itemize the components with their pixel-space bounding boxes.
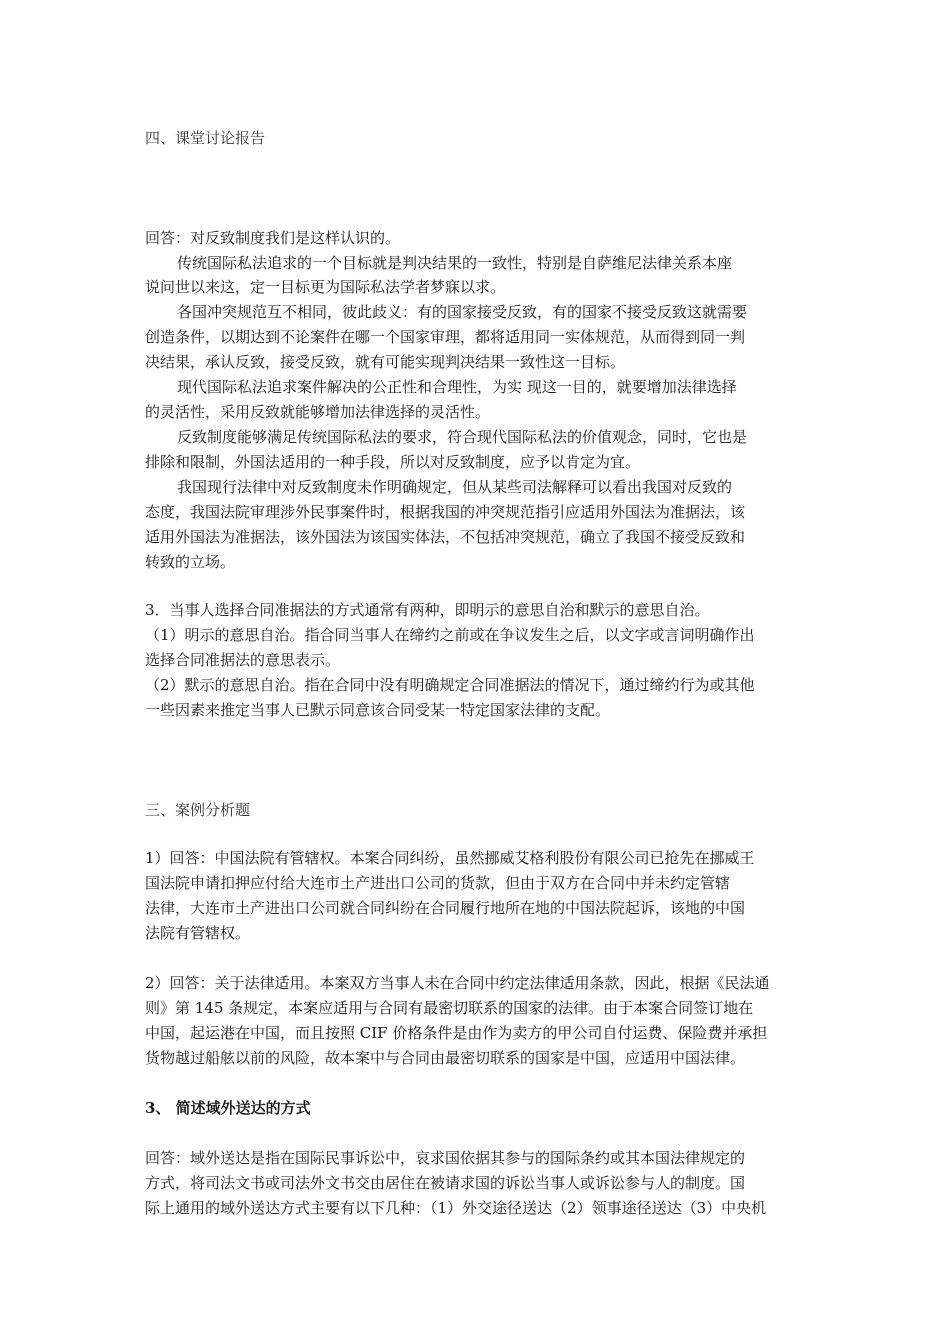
- paragraph-line: 转致的立场。: [145, 553, 236, 571]
- case-answer-line: 国法院申请扣押应付给大连市土产进出口公司的货款，但由于双方在合同中并未约定管辖: [145, 874, 731, 892]
- list-item: 选择合同准据法的意思表示。: [145, 651, 341, 669]
- list-item: （2）默示的意思自治。指在合同中没有明确规定合同准据法的情况下，通过缔约行为或其他: [145, 676, 755, 694]
- section-heading-service: 3、 简述域外送达的方式: [145, 1099, 311, 1117]
- question-3-statement: 3．当事人选择合同准据法的方式通常有两种，即明示的意思自治和默示的意思自治。: [145, 601, 710, 619]
- list-item: 一些因素来推定当事人已默示同意该合同受某一特定国家法律的支配。: [145, 701, 611, 719]
- paragraph-line: 现代国际私法追求案件解决的公正性和合理性，为实 现这一目的，就要增加法律选择: [177, 378, 737, 396]
- section-heading-discussion: 四、课堂讨论报告: [145, 129, 266, 147]
- paragraph-line: 创造条件，以期达到不论案件在哪一个国家审理，都将适用同一实体规范，从而得到同一判: [145, 328, 746, 346]
- paragraph-line: 排除和限制，外国法适用的一种手段，所以对反致制度，应予以肯定为宜。: [145, 453, 641, 471]
- paragraph-line: 我国现行法律中对反致制度未作明确规定，但从某些司法解释可以看出我国对反致的: [177, 478, 733, 496]
- case-answer-line: 法院有管辖权。: [145, 924, 251, 942]
- case-answer-line: 2）回答：关于法律适用。本案双方当事人未在合同中约定法律适用条款，因此，根据《民法通: [145, 974, 770, 992]
- case-answer-line: 1）回答：中国法院有管辖权。本案合同纠纷，虽然挪威艾格利股份有限公司已抢先在挪威王: [145, 849, 755, 867]
- paragraph-line: 传统国际私法追求的一个目标就是判决结果的一致性，特别是自萨维尼法律关系本座: [177, 254, 733, 272]
- paragraph-line: 态度，我国法院审理涉外民事案件时，根据我国的冲突规范指引应适用外国法为准据法，该: [145, 503, 746, 521]
- case-answer-line: 货物越过船舷以前的风险，故本案中与合同由最密切联系的国家是中国，应适用中国法律。: [145, 1049, 746, 1067]
- case-answer-line: 则》第 145 条规定，本案应适用与合同有最密切联系的国家的法律。由于本案合同签订地在: [145, 999, 754, 1017]
- list-item: （1）明示的意思自治。指合同当事人在缔约之前或在争议发生之后，以文字或言词明确作出: [145, 626, 755, 644]
- paragraph-line: 各国冲突规范互不相同，彼此歧义：有的国家接受反致，有的国家不接受反致这就需要: [177, 303, 748, 321]
- service-answer-line: 方式，将司法文书或司法外文书交由居住在被请求国的诉讼当事人或诉讼参与人的制度。国: [145, 1174, 746, 1192]
- case-answer-line: 中国，起运港在中国，而且按照 CIF 价格条件是由作为卖方的甲公司自付运费、保险费并承担: [145, 1024, 768, 1042]
- paragraph-line: 决结果，承认反致，接受反致，就有可能实现判决结果一致性这一目标。: [145, 353, 626, 371]
- section-heading-case: 三、案例分析题: [145, 801, 251, 819]
- discussion-intro: 回答：对反致制度我们是这样认识的。: [145, 229, 401, 247]
- service-answer-line: 回答：域外送达是指在国际民事诉讼中，哀求国依据其参与的国际条约或其本国法律规定的: [145, 1149, 746, 1167]
- paragraph-line: 反致制度能够满足传统国际私法的要求，符合现代国际私法的价值观念，同时，它也是: [177, 428, 748, 446]
- service-answer-line: 际上通用的域外送达方式主要有以下几种：（1）外交途径送达（2）领事途径送达（3）中央机: [145, 1199, 767, 1217]
- paragraph-line: 说问世以来这，定一目标更为国际私法学者梦寐以求。: [145, 278, 506, 296]
- case-answer-line: 法律，大连市土产进出口公司就合同纠纷在合同履行地所在地的中国法院起诉，该地的中国: [145, 899, 746, 917]
- paragraph-line: 适用外国法为准据法，该外国法为该国实体法，不包括冲突规范，确立了我国不接受反致和: [145, 528, 746, 546]
- paragraph-line: 的灵活性，采用反致就能够增加法律选择的灵活性。: [145, 403, 491, 421]
